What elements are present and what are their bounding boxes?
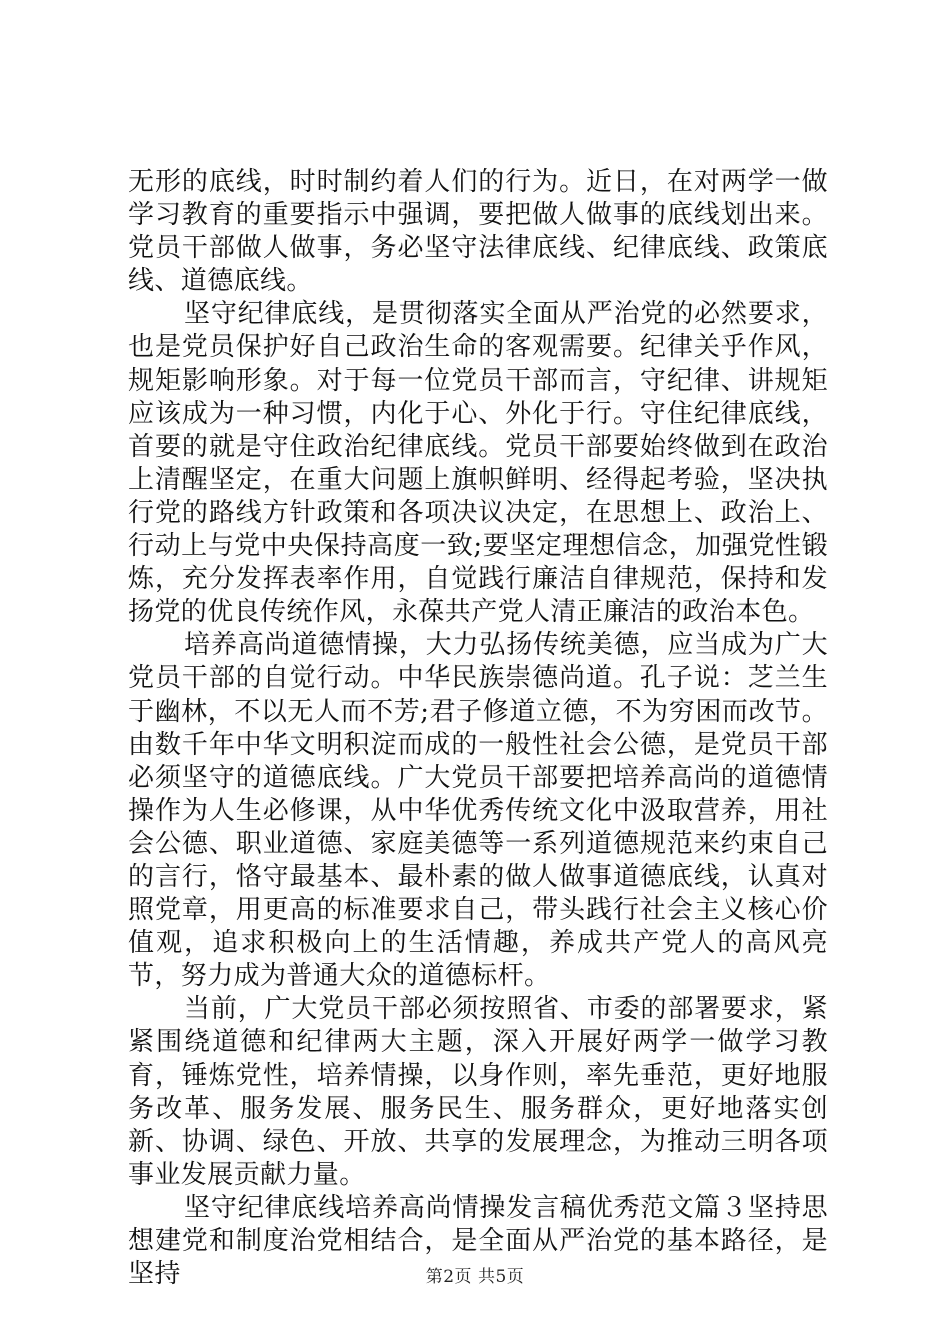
paragraph-2: 坚守纪律底线，是贯彻落实全面从严治党的必然要求，也是党员保护好自己政治生命的客观需要。纪律关乎作风，规矩影响形象。对于每一位党员干部而言，守纪律、讲规矩应该成为一种习惯，内化于心、外化于行。守住纪律底线，首要的就是守住政治纪律底线。党员干部要始终做到在政治上清醒坚定，在重大问题上旗帜鲜明、经得起考验，坚决执行党的路线方针政策和各项决议决定，在思想上、政治上、行动上与党中央保持高度一致;要坚定理想信念，加强党性锻炼，充分发挥表率作用，自觉践行廉洁自律规范，保持和发扬党的优良传统作风，永葆共产党人清正廉洁的政治本色。 bbox=[128, 299, 828, 628]
page-footer: 第2页 共5页 bbox=[425, 1267, 525, 1287]
paragraph-1: 无形的底线，时时制约着人们的行为。近日，在对两学一做学习教育的重要指示中强调，要把做人做事的底线划出来。党员干部做人做事，务必坚守法律底线、纪律底线、政策底线、道德底线。 bbox=[128, 167, 828, 297]
paragraph-4: 当前，广大党员干部必须按照省、市委的部署要求，紧紧围绕道德和纪律两大主题，深入开展好两学一做学习教育，锤炼党性，培养情操，以身作则，率先垂范，更好地服务改革、服务发展、服务民生、服务群众，更好地落实创新、协调、绿色、开放、共享的发展理念，为推动三明各项事业发展贡献力量。 bbox=[128, 994, 828, 1190]
paragraph-3: 培养高尚道德情操，大力弘扬传统美德，应当成为广大党员干部的自觉行动。中华民族崇德尚道。孔子说：芝兰生于幽林，不以无人而不芳;君子修道立德，不为穷困而改节。由数千年中华文明积淀而成的一般性社会公德，是党员干部必须坚守的道德底线。广大党员干部要把培养高尚的道德情操作为人生必修课，从中华优秀传统文化中汲取营养，用社会公德、职业道德、家庭美德等一系列道德规范来约束自己的言行，恪守最基本、最朴素的做人做事道德底线，认真对照党章，用更高的标准要求自己，带头践行社会主义核心价值观，追求积极向上的生活情趣，养成共产党人的高风亮节，努力成为普通大众的道德标杆。 bbox=[128, 630, 828, 992]
document-body bbox=[128, 166, 828, 1291]
paragraph-5: 坚守纪律底线培养高尚情操发言稿优秀范文篇３坚持思想建党和制度治党相结合，是全面从严治党的基本路径，是坚持 bbox=[128, 1192, 828, 1290]
